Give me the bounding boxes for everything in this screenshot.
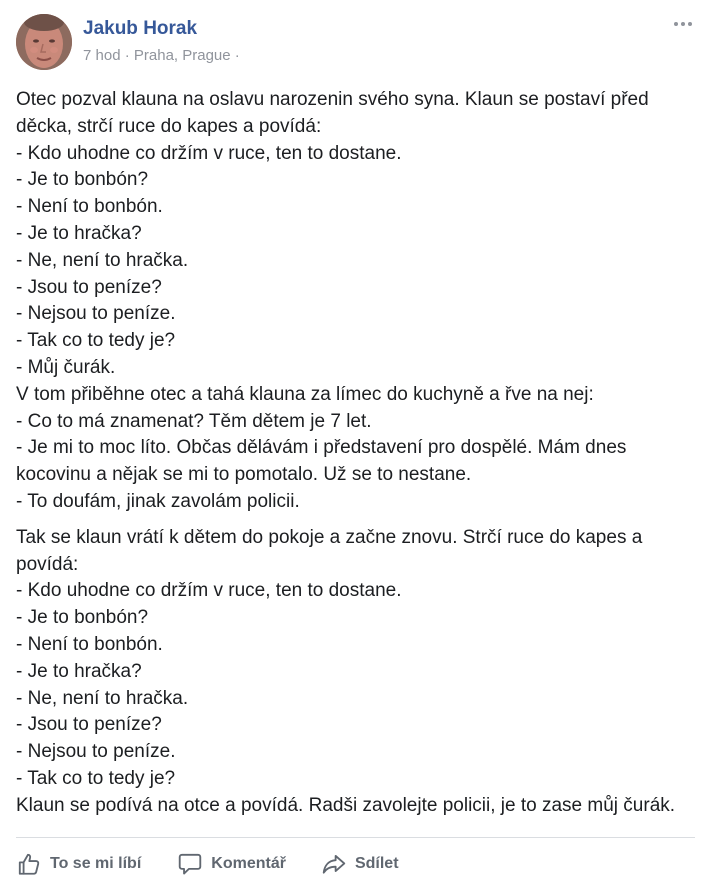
post-meta xyxy=(83,47,240,64)
like-button[interactable] xyxy=(16,846,141,882)
post-header xyxy=(16,14,696,70)
meta-separator-trailing: · xyxy=(234,47,240,64)
profile-photo xyxy=(16,14,72,70)
text-line: Klaun se podívá na otce a povídá. Radši zavolejte policii, je to zase můj čurák. xyxy=(16,794,676,816)
avatar[interactable] xyxy=(16,14,72,70)
text-line: - Je mi to moc líto. Občas dělávám i představení pro dospělé. Mám dnes xyxy=(16,437,627,459)
text-line: - Ne, není to hračka. xyxy=(16,249,189,271)
share-arrow-icon xyxy=(321,851,347,877)
text-line: - Je to hračka? xyxy=(16,222,142,244)
text-line: děcka, strčí ruce do kapes a povídá: xyxy=(16,115,322,137)
post-actions-bar xyxy=(16,845,695,883)
text-line: Tak se klaun vrátí k dětem do pokoje a začne znovu. Strčí ruce do kapes a xyxy=(16,526,643,548)
text-line: - Co to má znamenat? Těm dětem je 7 let. xyxy=(16,410,372,432)
comment-label: Komentář xyxy=(211,855,286,872)
actions-divider xyxy=(16,837,695,838)
text-line: V tom přiběhne otec a tahá klauna za límec do kuchyně a řve na nej: xyxy=(16,383,594,405)
text-line: - Jsou to peníze? xyxy=(16,276,162,298)
text-line: - To doufám, jinak zavolám policii. xyxy=(16,490,300,512)
thumbs-up-icon xyxy=(16,851,42,877)
text-line: - Ne, není to hračka. xyxy=(16,687,189,709)
text-line: - Můj čurák. xyxy=(16,356,116,378)
text-line: - Není to bonbón. xyxy=(16,196,163,218)
comment-button[interactable] xyxy=(177,846,286,882)
text-line: - Nejsou to peníze. xyxy=(16,303,176,325)
comment-icon xyxy=(177,851,203,877)
share-label: Sdílet xyxy=(354,855,399,872)
text-line: - Je to hračka? xyxy=(16,660,142,682)
share-button[interactable] xyxy=(321,846,399,882)
text-line: - Je to bonbón? xyxy=(16,607,149,629)
text-line: - Tak co to tedy je? xyxy=(16,767,176,789)
post-paragraph-2 xyxy=(16,525,698,820)
post-time[interactable]: 7 hod xyxy=(83,47,121,64)
more-options-button[interactable] xyxy=(670,14,696,34)
meta-separator: · xyxy=(124,47,130,64)
text-line: - Tak co to tedy je? xyxy=(16,330,176,352)
text-line: - Jsou to peníze? xyxy=(16,714,162,736)
text-line: - Kdo uhodne co držím v ruce, ten to dostane. xyxy=(16,142,402,164)
post-paragraph-1 xyxy=(16,87,698,516)
post-content xyxy=(16,87,698,820)
text-line: - Není to bonbón. xyxy=(16,633,163,655)
text-line: povídá: xyxy=(16,553,79,575)
text-line: - Je to bonbón? xyxy=(16,169,149,191)
more-horizontal-icon xyxy=(673,21,693,27)
post-location[interactable]: Praha, Prague xyxy=(133,47,231,64)
like-label: To se mi líbí xyxy=(50,855,142,872)
text-line: - Kdo uhodne co držím v ruce, ten to dostane. xyxy=(16,580,402,602)
text-line: Otec pozval klauna na oslavu narozenin svého syna. Klaun se postaví před xyxy=(16,89,649,110)
text-line: kocovinu a nějak se mi to pomotalo. Už se to nestane. xyxy=(16,464,472,486)
author-name[interactable]: Jakub Horak xyxy=(83,18,198,39)
text-line: - Nejsou to peníze. xyxy=(16,741,176,763)
